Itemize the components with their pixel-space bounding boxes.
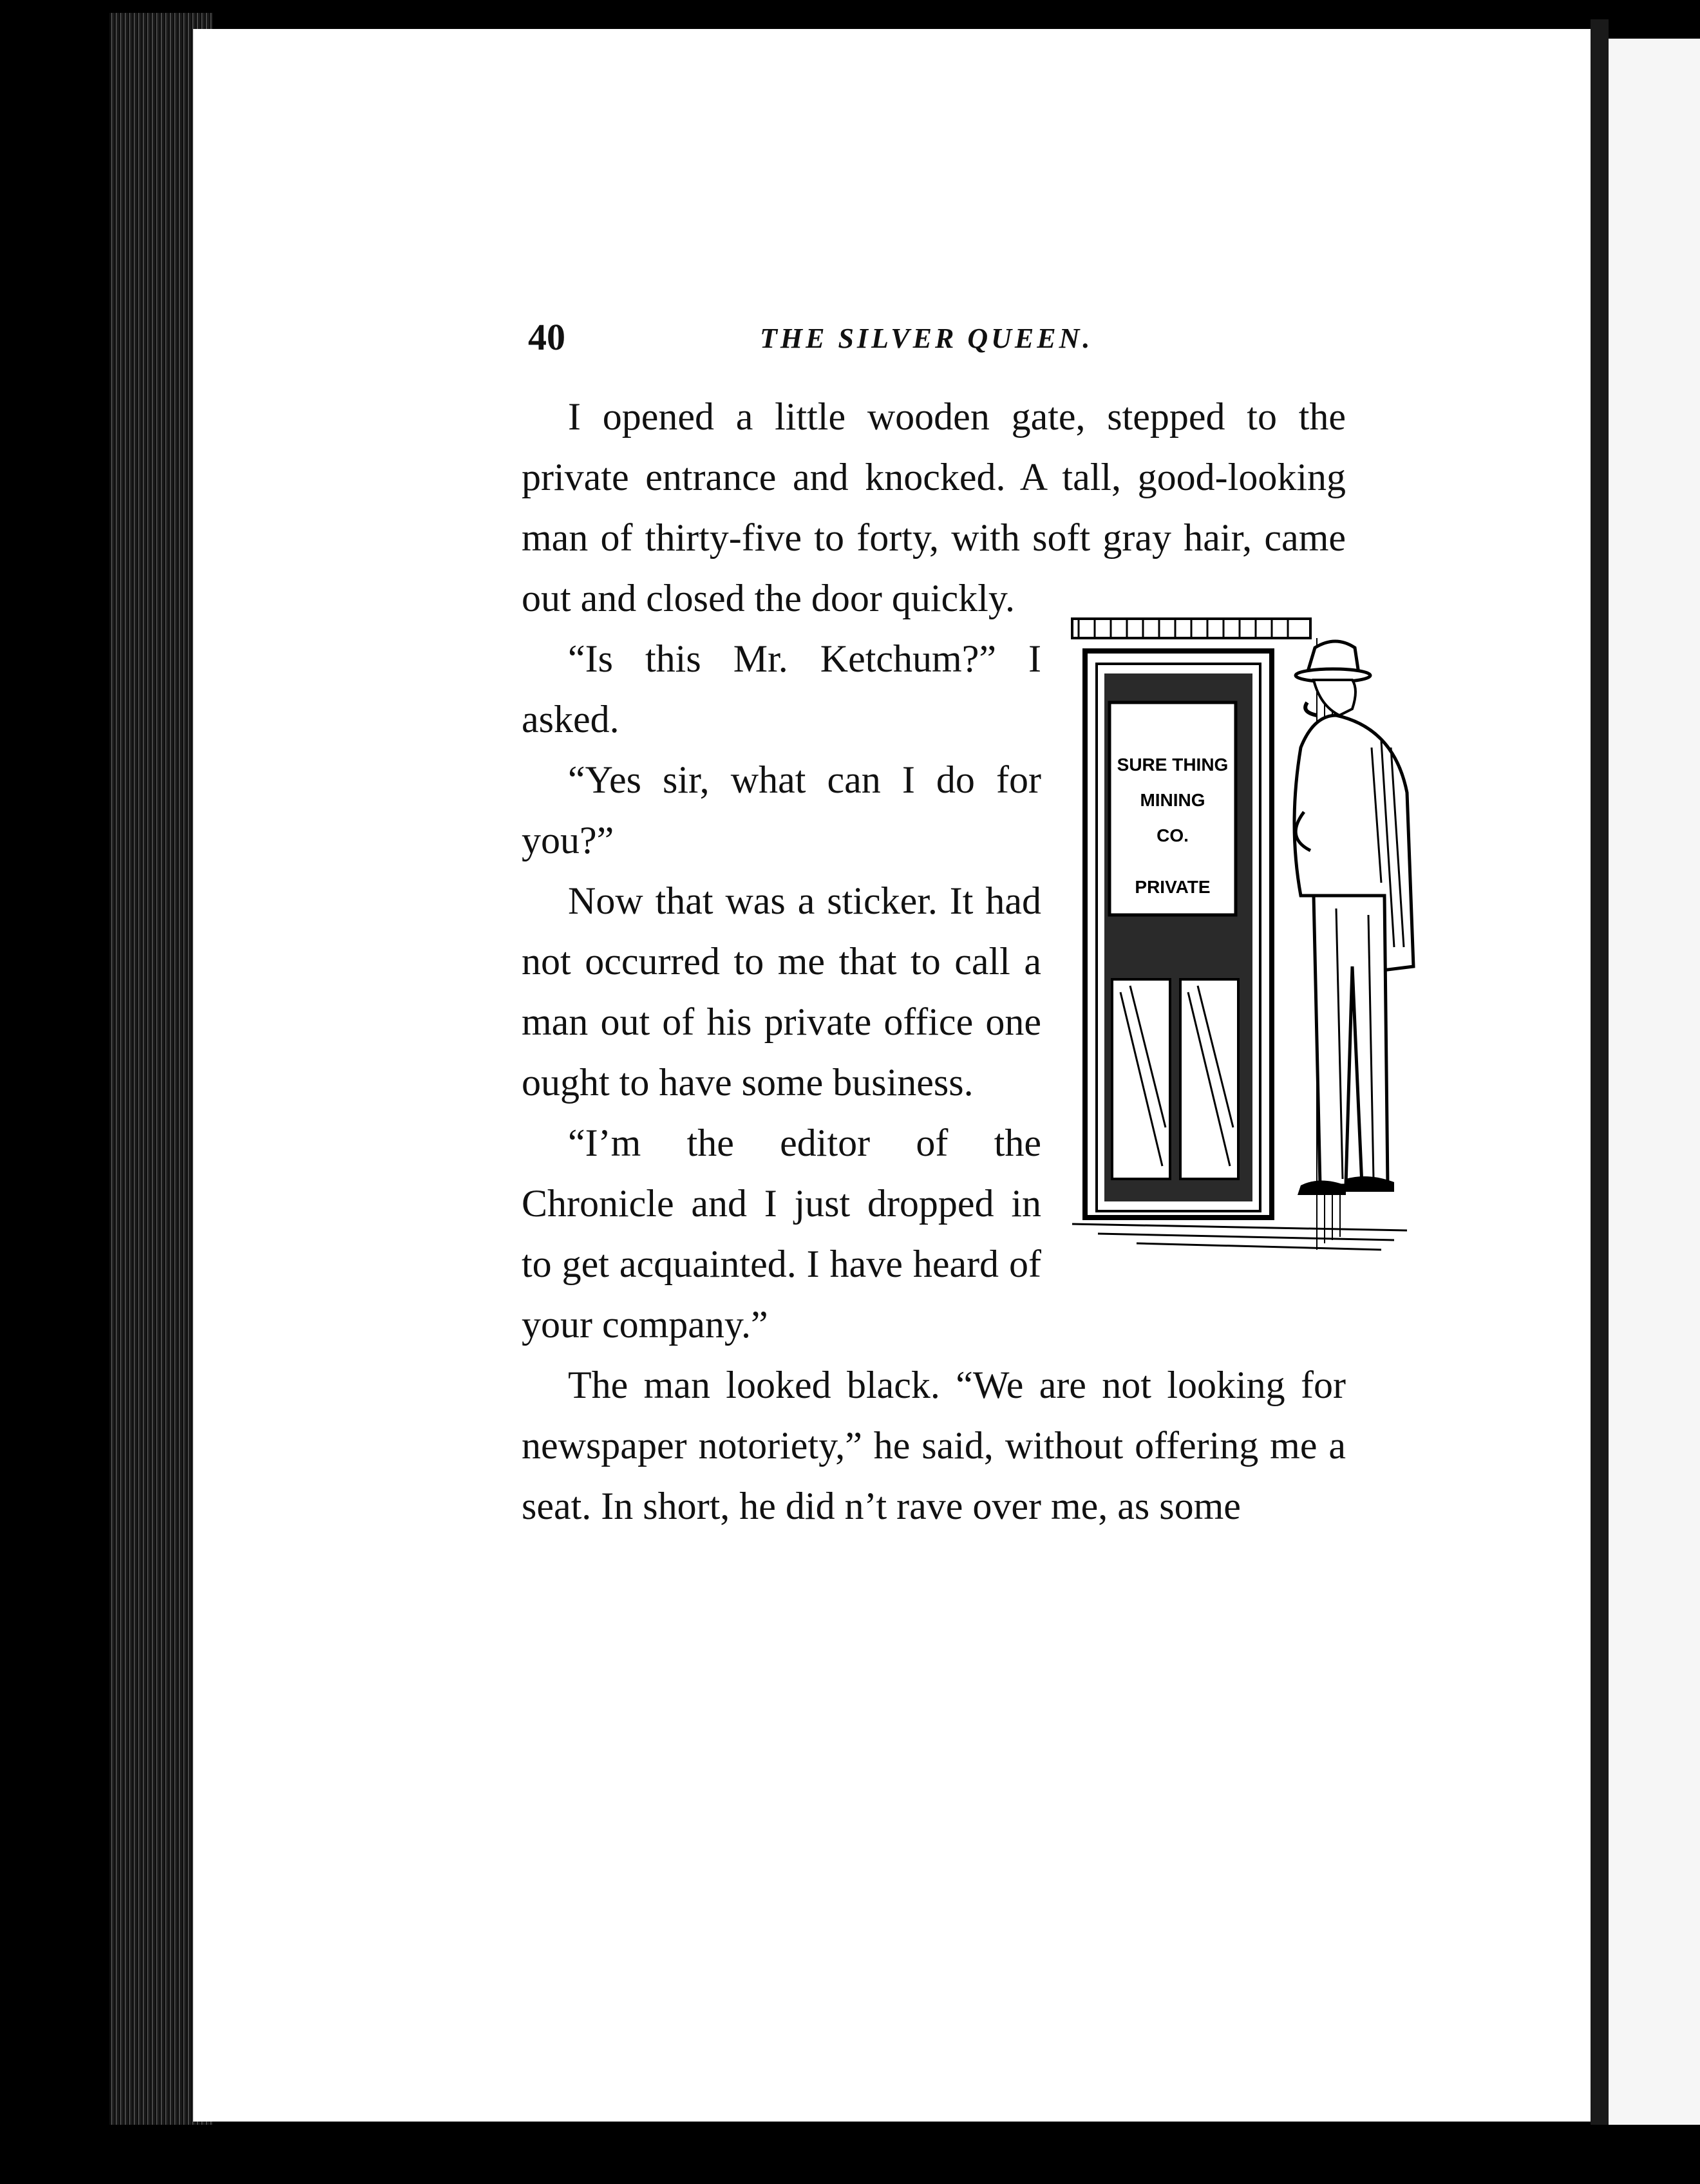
paragraph: “Yes sir, what can I do for you?” (522, 758, 1041, 861)
body-text (522, 386, 1346, 1536)
book-spine-shadow (1591, 19, 1609, 2125)
sign-line-mining: MINING (1140, 790, 1205, 810)
door-man-illustration-icon (1059, 612, 1420, 1263)
paragraph: The man looked black. “We are not looking for newspaper notoriety,” he said, without offering me a seat. In short, he did n’t rave over me, as some (522, 1364, 1346, 1527)
running-title: THE SILVER QUEEN. (760, 323, 1093, 354)
sign-line-sure-thing: SURE THING (1117, 755, 1229, 775)
page-header (522, 315, 1346, 373)
paragraph: I opened a little wooden gate, stepped to the private entrance and knocked. A tall, good-looking man of thirty-five to forty, with soft gray hair, came out and closed the door quickly. (522, 395, 1346, 619)
page-content (522, 315, 1346, 1536)
paragraph: “I’m the editor of the Chronicle and I just dropped in to get acquainted. I have heard of your company.” (522, 1122, 1041, 1346)
paragraph: Now that was a sticker. It had not occurred to me that to call a man out of his private office one ought to have some business. (522, 880, 1041, 1104)
page-number: 40 (528, 316, 565, 358)
sign-line-co: CO. (1157, 825, 1189, 845)
adjacent-page (1609, 39, 1700, 2125)
sign-line-private: PRIVATE (1135, 877, 1211, 897)
paragraph: “Is this Mr. Ketchum?” I asked. (522, 637, 1041, 740)
